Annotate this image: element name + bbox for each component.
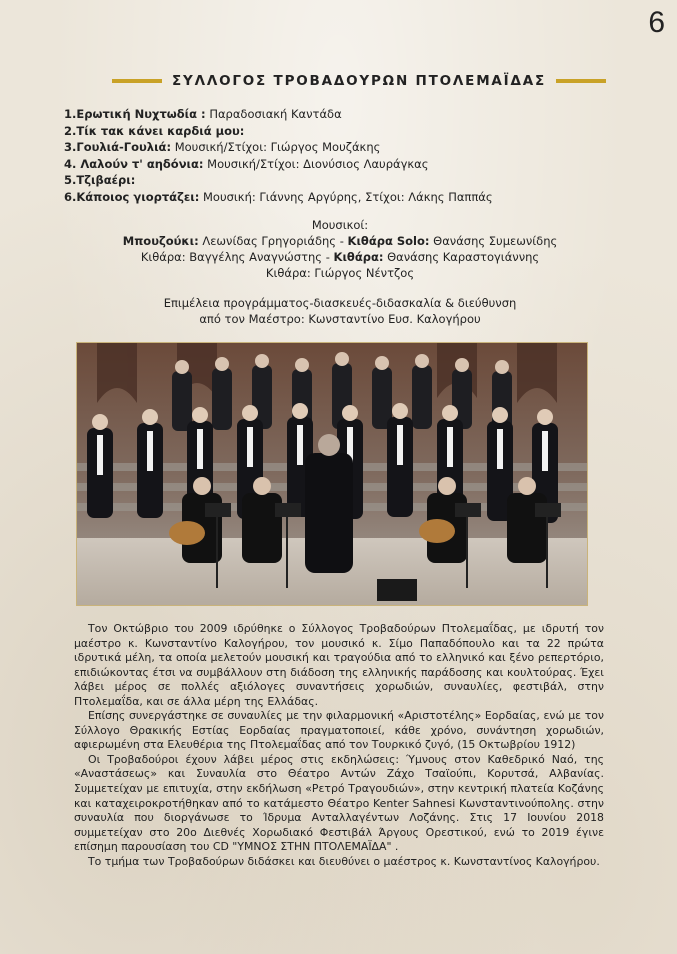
song-credits: Παραδοσιακή Καντάδα [205,107,342,121]
musician-name: Λεωνίδας Γρηγοριάδης - [198,234,348,248]
choir-photo [76,342,588,606]
musician-name: Γιώργος Νέντζος [310,266,415,280]
choir-photo-illustration [77,343,587,605]
program-item [64,106,624,123]
song-title: 4. Λαλούν τ' αηδόνια: [64,156,204,171]
song-credits: Μουσική: Γιάννης Αργύρης, Στίχοι: Λάκης Παππάς [199,189,493,204]
program-item [64,123,624,140]
direction-line: από τον Μαέστρο: Κωνσταντίνο Ευσ. Καλογήρου [199,312,481,326]
song-credits: Μουσική/Στίχοι: Γιώργος Μουζάκης [171,140,381,154]
heading-right-rule [556,79,606,83]
musician-role: Κιθάρα Solo: [347,234,430,248]
musicians-block [60,217,620,281]
song-program-list [64,106,624,205]
musicians-line [60,249,620,265]
direction-credit [60,295,620,327]
song-title: 1.Ερωτική Νυχτωδία : [64,107,206,121]
song-title: 5.Τζιβαέρι: [64,173,136,187]
song-title: 3.Γουλιά-Γουλιά: [64,140,172,154]
heading-title: ΣΥΛΛΟΓΟΣ ΤΡΟΒΑΔΟΥΡΩΝ ΠΤΟΛΕΜΑΪΔΑΣ [171,73,547,89]
musician-role: Μπουζούκι: [122,234,199,248]
song-title: 6.Κάποιος γιορτάζει: [64,189,200,204]
paragraph: Το τμήμα των Τροβαδούρων διδάσκει και διευθύνει ο μαέστρος κ. Κωνσταντίνος Καλογήρου. [88,854,600,868]
heading-left-rule [112,79,162,83]
history-text [74,622,604,869]
paragraph: Οι Τροβαδούροι έχουν λάβει μέρος στις εκδηλώσεις: Ύμνους στον Καθεδρικό Ναό, της «Αναστάσεως» και Συναυλία στο Θέατρο Αντών Ζάχο Τσαϊούπι, Κορυτσά, Αλβανίας. Συμμετείχαν με επιτυχία, στην εκδήλωση «Ρετρό Τραγουδιών», στην κεντρική πλατεία Κοζάνης και καταχειροκροτήθηκαν από το κατάμεστο Θέατρο Kenter Sahnesi Κωνσταντινούπολης. στην συναυλία που διοργάνωσε το Ίδρυμα Ανταλλαγέντων Λοζάνης. Στις 17 Ιουνίου 2018 συμμετείχαν στο 20ο Διεθνές Χορωδιακό Φεστιβάλ Άργους Ορεστικού, ενώ το 2019 έγινε επίσημη παρουσίαση του CD "ΥΜΝΟΣ ΣΤΗΝ ΠΤΟΛΕΜΑΪΔΑ" . [74,752,604,854]
musicians-line [60,233,620,249]
program-item [64,139,624,156]
page-number: 6 [648,6,665,39]
musician-role: Κιθάρα: [140,250,186,264]
musicians-heading: Μουσικοί: [311,218,369,232]
song-credits: Μουσική/Στίχοι: Διονύσιος Λαυράγκας [203,156,429,171]
musician-name: Θανάσης Συμεωνίδης [429,234,558,248]
musician-role: Κιθάρα: [265,266,311,280]
musician-name: Βαγγέλης Αναγνώστης - [185,250,334,264]
musician-name: Θανάσης Καραστογιάννης [383,250,540,264]
musicians-line [60,265,620,281]
paragraph: Επίσης συνεργάστηκε σε συναυλίες με την φιλαρμονική «Αριστοτέλης» Εορδαίας, ενώ με τον Σύλλογο Θρακικής Εστίας Εορδαίας πραγματοποιεί, κάθε χρόνο, συνάντηση χορωδιών, αφιερωμένη στα Ελευθέρια της Πτολεμαΐδας από τον Τουρκικό ζυγό, (15 Οκτωβρίου 1912) [74,709,604,752]
program-item [64,172,624,189]
musician-role: Κιθάρα: [333,250,384,264]
program-item [64,156,624,173]
paragraph: Τον Οκτώβριο του 2009 ιδρύθηκε ο Σύλλογος Τροβαδούρων Πτολεμαΐδας, με ιδρυτή τον μαέστρο κ. Κωνσταντίνο Καλογήρου, τον μουσικό κ. Σίμο Παπαδόπουλο και τα 22 πρώτα ιδρυτικά μέλη, τα οποία μελετούν μουσική και τραγούδια από το ελληνικό και ξένο ρεπερτόριο, επιδιώκοντας έτσι να συμβάλλουν στη διάδοση της ελληνικής παράδοσης και κουλτούρας. Έχει λάβει μέρος σε πολλές αξιόλογες συναντήσεις χορωδιών, συναυλίες, φεστιβάλ, στην Πτολεμαΐδα, και σε άλλα μέρη της Ελλάδας. [74,622,604,708]
program-item [64,189,624,206]
section-heading [112,71,606,91]
song-title: 2.Τίκ τακ κάνει καρδιά μου: [64,123,245,138]
direction-line: Επιμέλεια προγράμματος-διασκευές-διδασκαλία & διεύθυνση [163,296,517,310]
